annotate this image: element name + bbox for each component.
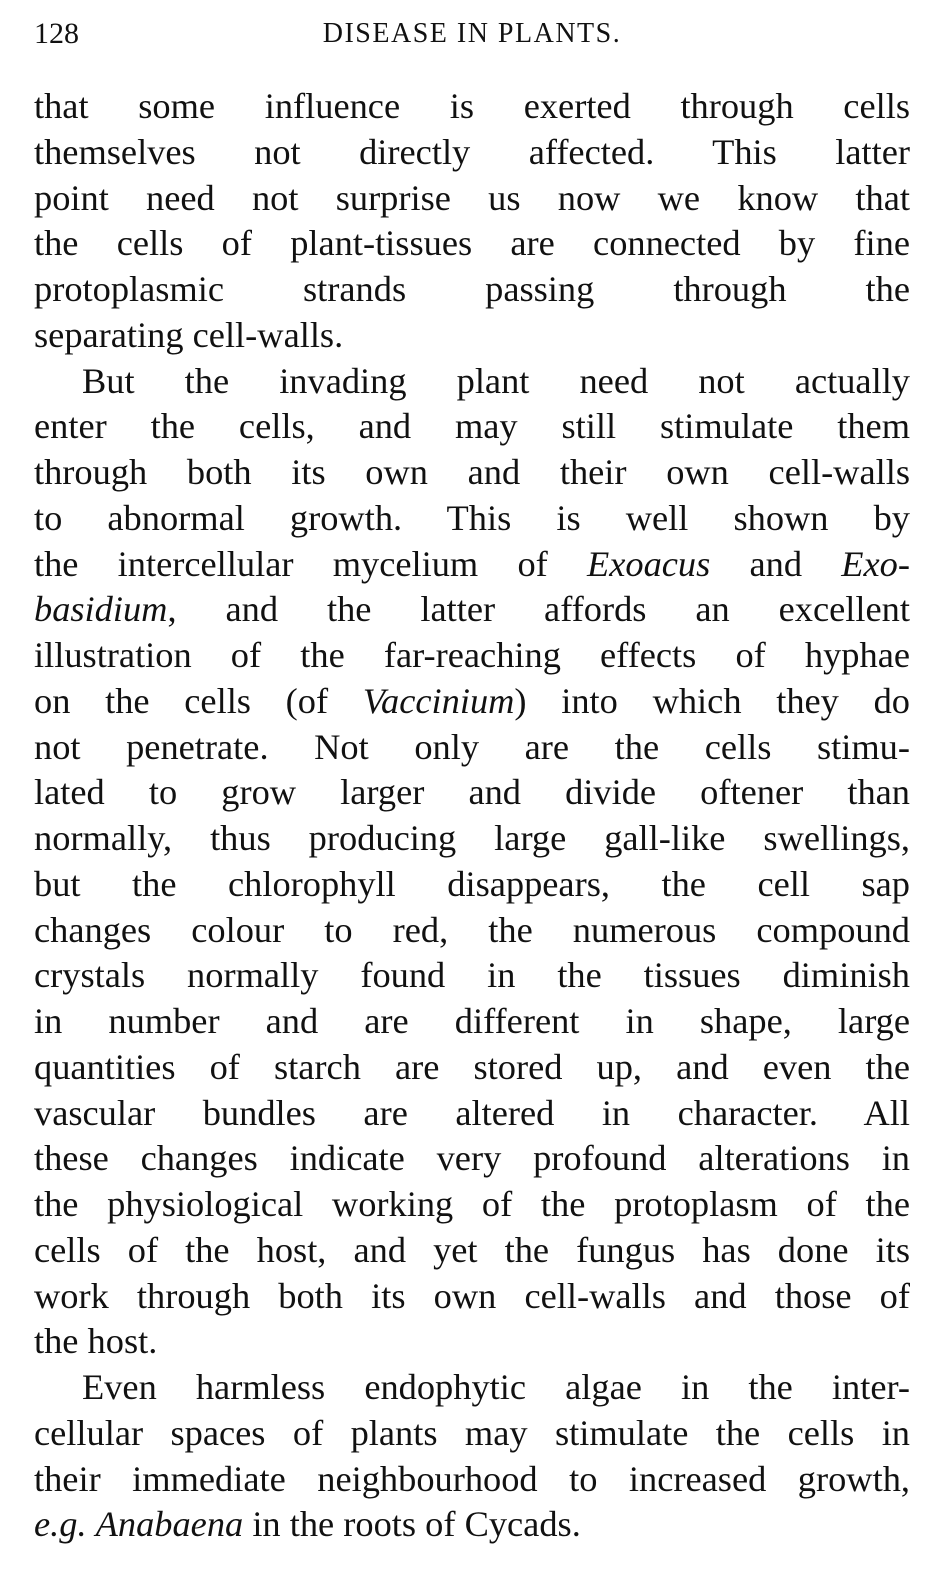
text-line: [34, 908, 910, 954]
text-segment: vascular bundles are altered in character. All: [34, 1092, 910, 1133]
text-segment: work through both its own cell-walls and those of: [34, 1275, 910, 1316]
text-segment: illustration of the far-reaching effects of hyphae: [34, 635, 910, 675]
italic-term: Anabaena: [95, 1504, 244, 1545]
text-segment: on the cells (of: [34, 680, 363, 721]
text-line: [34, 1136, 910, 1182]
text-segment: themselves not directly affected. This latter: [34, 131, 910, 172]
text-line: [34, 862, 910, 908]
running-head: [34, 14, 910, 54]
text-segment: and: [710, 543, 842, 584]
text-line: [34, 587, 910, 633]
body-text: [34, 84, 910, 1548]
text-segment: not penetrate. Not only are the cells stimu-: [34, 726, 910, 767]
italic-term: e.g.: [34, 1504, 87, 1545]
text-line: [34, 404, 910, 450]
text-segment: ) into which they do: [514, 680, 910, 721]
text-line: [34, 1274, 910, 1320]
text-segment: their immediate neighbourhood to increased growth,: [34, 1458, 910, 1499]
text-segment: lated to grow larger and divide oftener than: [34, 772, 910, 813]
text-segment: But the invading plant need not actually: [82, 360, 910, 401]
text-segment: the host.: [34, 1321, 158, 1362]
italic-term: Exo-: [841, 543, 910, 584]
text-line: [34, 633, 910, 679]
text-segment: through both its own and their own cell-walls: [34, 452, 910, 492]
text-line: [34, 221, 910, 267]
text-line: [34, 84, 910, 130]
text-segment: changes colour to red, the numerous compound: [34, 909, 910, 950]
text-segment: that some influence is exerted through cells: [34, 86, 910, 126]
italic-term: Exoacus: [587, 543, 711, 584]
text-line: [34, 267, 910, 313]
text-segment: but the chlorophyll disappears, the cell sap: [34, 863, 910, 904]
text-line: [34, 999, 910, 1045]
italic-term: basidium: [34, 589, 168, 630]
text-line: [34, 176, 910, 222]
paragraph: [34, 359, 910, 1366]
text-line: [34, 1411, 910, 1457]
text-line: [34, 496, 910, 542]
text-line: [34, 359, 910, 405]
text-segment: the physiological working of the protoplasm of the: [34, 1184, 910, 1224]
text-line: [34, 953, 910, 999]
text-line: [34, 725, 910, 771]
text-line: [34, 1045, 910, 1091]
text-segment: , and the latter affords an excellent: [167, 589, 910, 630]
text-line: [34, 816, 910, 862]
text-line: [34, 1228, 910, 1274]
text-line: [34, 1457, 910, 1503]
text-segment: enter the cells, and may still stimulate them: [34, 406, 910, 447]
paragraph: [34, 84, 910, 359]
text-line: [34, 770, 910, 816]
text-line: [34, 130, 910, 176]
text-segment: crystals normally found in the tissues diminish: [34, 955, 910, 996]
text-segment: Even harmless endophytic algae in the inter-: [82, 1367, 910, 1407]
text-segment: these changes indicate very profound alterations in: [34, 1138, 910, 1179]
text-segment: cells of the host, and yet the fungus has done its: [34, 1229, 910, 1270]
text-line: [34, 1091, 910, 1137]
text-line: [34, 1365, 910, 1411]
text-segment: [87, 1504, 96, 1544]
text-segment: point need not surprise us now we know that: [34, 177, 910, 218]
text-segment: in the roots of Cycads.: [243, 1504, 581, 1545]
text-line: [34, 450, 910, 496]
text-line: [34, 542, 910, 588]
text-segment: in number and are different in shape, large: [34, 1001, 910, 1041]
text-segment: the intercellular mycelium of: [34, 543, 587, 584]
italic-term: Vaccinium: [362, 680, 515, 721]
text-line: [34, 313, 910, 359]
text-segment: protoplasmic strands passing through the: [34, 269, 910, 309]
paragraph: [34, 1365, 910, 1548]
running-title: DISEASE IN PLANTS.: [322, 18, 622, 49]
text-segment: the cells of plant-tissues are connected by fine: [34, 223, 910, 264]
page-number: 128: [34, 17, 79, 50]
text-line: [34, 1182, 910, 1228]
text-segment: to abnormal growth. This is well shown by: [34, 497, 910, 538]
text-segment: cellular spaces of plants may stimulate the cells in: [34, 1412, 910, 1453]
text-line: [34, 1319, 910, 1365]
text-segment: quantities of starch are stored up, and even the: [34, 1046, 910, 1087]
text-line: [34, 679, 910, 725]
text-line: [34, 1502, 910, 1548]
text-segment: separating cell-walls.: [34, 314, 344, 355]
text-segment: normally, thus producing large gall-like swellings,: [34, 818, 910, 858]
